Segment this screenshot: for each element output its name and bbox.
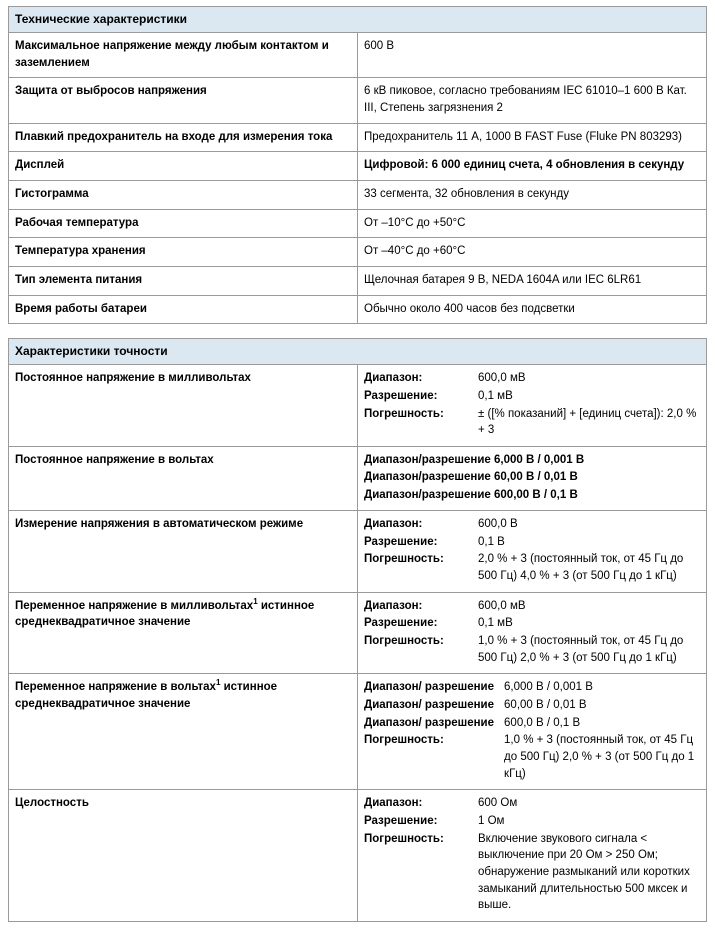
row-value: Щелочная батарея 9 В, NEDA 1604A или IEC 6LR61 (358, 267, 707, 296)
table-row (9, 181, 707, 210)
row-value (358, 510, 707, 592)
kv-value: 600,0 В (478, 517, 518, 530)
kv-pair (364, 406, 700, 440)
row-value: От –10°C до +50°C (358, 209, 707, 238)
kv-pair (364, 813, 700, 831)
kv-key: Диапазон/ разрешение (364, 716, 495, 729)
kv-value: 0,1 мВ (478, 617, 513, 630)
row-value (358, 447, 707, 511)
section-title: Технические характеристики (9, 7, 707, 33)
kv-value: 2,0 % + 3 (постоянный ток, от 45 Гц до 500 Гц) 4,0 % + 3 (от 500 Гц до 1 кГц) (478, 553, 684, 582)
kv-value: 1,0 % + 3 (постоянный ток, от 45 Гц до 500 Гц) 2,0 % + 3 (от 500 Гц до 1 кГц) (478, 634, 684, 664)
row-value (358, 592, 707, 674)
kv-value: 600,0 мВ (478, 372, 526, 385)
row-value: От –40°C до +60°C (358, 238, 707, 267)
row-label: Максимальное напряжение между любым контактом и заземлением (9, 33, 358, 78)
row-value (358, 365, 707, 447)
kv-key: Погрешность: (364, 407, 444, 420)
row-label-tail: истинное среднеквадратичное значение (15, 599, 315, 629)
row-label: Защита от выбросов напряжения (9, 78, 358, 123)
footnote-marker: 1 (253, 596, 258, 606)
row-label: Гистограмма (9, 181, 358, 210)
kv-key: Разрешение: (364, 535, 438, 548)
value-line: Диапазон/разрешение 6,000 В / 0,001 В (364, 454, 585, 467)
kv-key: Диапазон: (364, 372, 423, 385)
kv-key: Погрешность: (364, 553, 444, 566)
accuracy-specifications-table (8, 338, 707, 922)
kv-pair (364, 534, 700, 552)
row-value: 600 В (358, 33, 707, 78)
table-row (9, 790, 707, 922)
kv-key: Диапазон: (364, 599, 423, 612)
section-header-accuracy (9, 339, 707, 365)
value-line: Диапазон/разрешение 600,00 В / 0,1 В (364, 488, 578, 501)
table-row (9, 295, 707, 324)
row-label (9, 592, 358, 674)
kv-value: 1,0 % + 3 (постоянный ток, от 45 Гц до 500 Гц) 2,0 % + 3 (от 500 Гц до 1 кГц) (504, 734, 695, 780)
section-header-technical (9, 7, 707, 33)
kv-pair (364, 615, 700, 633)
kv-group (364, 370, 700, 440)
kv-group (364, 516, 700, 586)
kv-group (364, 679, 700, 783)
kv-key: Погрешность: (364, 634, 444, 647)
kv-pair (364, 516, 700, 534)
kv-pair (364, 715, 700, 733)
kv-key: Разрешение: (364, 617, 438, 630)
row-label-main: Переменное напряжение в милливольтах (15, 599, 254, 612)
row-label: Постоянное напряжение в милливольтах (9, 365, 358, 447)
kv-value: 6,000 В / 0,001 В (504, 681, 593, 694)
row-label: Температура хранения (9, 238, 358, 267)
kv-key: Диапазон/ разрешение (364, 681, 495, 694)
table-row (9, 365, 707, 447)
kv-pair (364, 831, 700, 915)
kv-value: 600,0 В / 0,1 В (504, 716, 581, 729)
kv-value: 600 Ом (478, 797, 518, 810)
kv-key: Диапазон/ разрешение (364, 698, 495, 711)
kv-pair (364, 633, 700, 667)
kv-pair (364, 370, 700, 388)
row-label: Измерение напряжения в автоматическом режиме (9, 510, 358, 592)
row-label (9, 674, 358, 790)
kv-pair (364, 732, 700, 783)
row-value: Предохранитель 11 А, 1000 В FAST Fuse (Fluke PN 803293) (358, 123, 707, 152)
table-row (9, 510, 707, 592)
row-label: Постоянное напряжение в вольтах (9, 447, 358, 511)
table-row (9, 78, 707, 123)
row-value (358, 790, 707, 922)
value-line: Диапазон/разрешение 60,00 В / 0,01 В (364, 471, 578, 484)
table-row (9, 152, 707, 181)
row-label-tail: истинное среднеквадратичное значение (15, 681, 278, 710)
row-label: Тип элемента питания (9, 267, 358, 296)
row-label: Целостность (9, 790, 358, 922)
kv-pair (364, 551, 700, 585)
row-label: Дисплей (9, 152, 358, 181)
kv-value: 0,1 В (478, 535, 505, 548)
kv-value: 1 Ом (478, 814, 505, 827)
table-row (9, 447, 707, 511)
table-row (9, 238, 707, 267)
kv-key: Погрешность: (364, 734, 444, 747)
kv-pair (364, 388, 700, 406)
kv-pair (364, 598, 700, 616)
row-value: 6 кВ пиковое, согласно требованиям IEC 61010–1 600 В Кат. III, Степень загрязнения 2 (358, 78, 707, 123)
kv-pair (364, 679, 700, 697)
kv-value: 60,00 В / 0,01 В (504, 698, 587, 711)
kv-pair (364, 697, 700, 715)
kv-value: Включение звукового сигнала < выключение при 20 Ом > 250 Ом; обнаружение размыканий или коротких замыканий длительностью 500 мксек и выше. (478, 832, 690, 912)
kv-group (364, 598, 700, 668)
table-row (9, 123, 707, 152)
kv-value: 0,1 мВ (478, 390, 513, 403)
kv-value: 600,0 мВ (478, 599, 526, 612)
kv-pair (364, 795, 700, 813)
row-value (358, 674, 707, 790)
kv-group (364, 795, 700, 915)
row-value: Цифровой: 6 000 единиц счета, 4 обновления в секунду (358, 152, 707, 181)
row-value: Обычно около 400 часов без подсветки (358, 295, 707, 324)
row-value: 33 сегмента, 32 обновления в секунду (358, 181, 707, 210)
row-label-main: Переменное напряжение в вольтах (15, 681, 216, 694)
row-label: Рабочая температура (9, 209, 358, 238)
kv-key: Погрешность: (364, 832, 444, 845)
section-title: Характеристики точности (9, 339, 707, 365)
table-gap (8, 324, 707, 338)
kv-key: Диапазон: (364, 797, 423, 810)
table-row (9, 592, 707, 674)
kv-key: Разрешение: (364, 390, 438, 403)
row-label: Плавкий предохранитель на входе для измерения тока (9, 123, 358, 152)
table-row (9, 674, 707, 790)
kv-key: Диапазон: (364, 517, 423, 530)
table-row (9, 267, 707, 296)
technical-specifications-table (8, 6, 707, 324)
table-row (9, 209, 707, 238)
row-label: Время работы батареи (9, 295, 358, 324)
table-row (9, 33, 707, 78)
kv-key: Разрешение: (364, 814, 438, 827)
footnote-marker: 1 (215, 678, 221, 688)
kv-value: ± ([% показаний] + [единиц счета]): 2,0 % + 3 (478, 407, 697, 437)
